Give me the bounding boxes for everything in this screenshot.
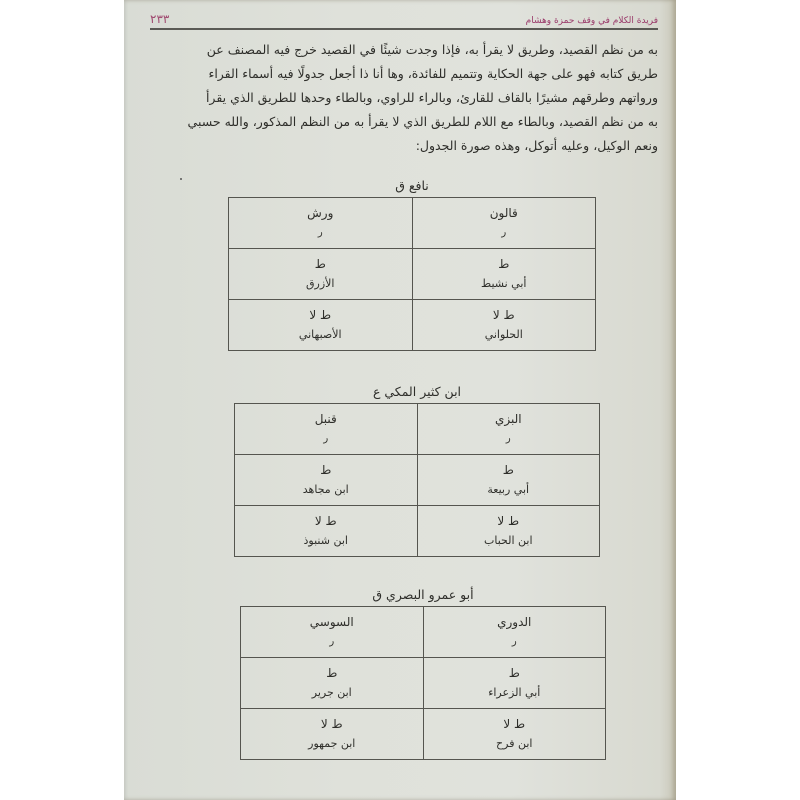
table-cell: [241, 607, 424, 658]
path-name: ابن جرير: [311, 686, 352, 699]
narrator-name: ورش: [307, 206, 334, 220]
path-name: ابن شنبوذ: [303, 534, 348, 547]
table-row: [235, 455, 600, 506]
symbol: ر: [329, 636, 335, 647]
symbol: ط لا: [314, 514, 337, 528]
path-name: الأصبهاني: [298, 328, 342, 341]
narrator-name: قالون: [489, 206, 518, 220]
body-line: ورواتهم وطرقهم مشيرًا بالقاف للقارئ، وبالراء للراوي، وبالطاء وحدها للطريق الذي يقرأ: [205, 90, 658, 105]
symbol: ر: [505, 433, 511, 444]
symbol: ر: [323, 433, 329, 444]
table-cell: [235, 404, 418, 455]
table-cell: [235, 506, 418, 557]
table-row: [229, 249, 596, 300]
table-caption: نافع ق: [395, 178, 429, 193]
path-name: أبي الزعراء: [488, 686, 541, 699]
path-name: أبي ربيعة: [487, 483, 530, 496]
symbol: ط: [508, 666, 520, 680]
path-name: الأزرق: [306, 277, 335, 290]
table-cell: [423, 709, 606, 760]
symbol: ط لا: [320, 717, 343, 731]
table-abu-amr: [240, 584, 606, 760]
symbol: ر: [501, 227, 507, 238]
body-line: ونعم الوكيل، وعليه أتوكل، وهذه صورة الجدول:: [415, 138, 658, 153]
table-cell: [417, 404, 600, 455]
table-row: [229, 300, 596, 351]
table-cell: [423, 607, 606, 658]
table-cell: [241, 709, 424, 760]
symbol: ط: [320, 463, 332, 477]
symbol: ط لا: [492, 308, 515, 322]
table-cell: [423, 658, 606, 709]
table-row: [241, 709, 606, 760]
table-cell: [229, 198, 413, 249]
symbol: ر: [317, 227, 323, 238]
table-cell: [412, 300, 596, 351]
symbol: ط لا: [497, 514, 520, 528]
symbol: ر: [511, 636, 517, 647]
symbol: ط: [502, 463, 514, 477]
readers-table: [240, 606, 606, 760]
path-name: ابن الحباب: [483, 534, 533, 547]
narrator-name: الدوري: [497, 615, 532, 629]
table-cell: [229, 249, 413, 300]
symbol: ط: [314, 257, 326, 271]
table-caption: ابن كثير المكي ع: [372, 384, 462, 399]
path-name: ابن مجاهد: [302, 483, 349, 496]
page-number: ٢٣٣: [150, 12, 170, 26]
table-cell: [412, 249, 596, 300]
path-name: أبي نشيط: [481, 277, 527, 290]
table-cell: [235, 455, 418, 506]
table-ibn-kathir: [234, 381, 600, 557]
chapter-title: فريدة الكلام في وقف حمزة وهشام: [525, 16, 658, 26]
path-name: الحلواني: [484, 328, 523, 341]
body-paragraph: [150, 38, 658, 158]
symbol: ط لا: [309, 308, 332, 322]
table-row: [241, 607, 606, 658]
narrator-name: البزي: [494, 412, 522, 426]
table-row: [235, 404, 600, 455]
ink-speck: [180, 178, 182, 180]
body-line: به من نظم القصيد، وبالطاء مع اللام للطريق الذي لا يقرأ به من النظم المذكور، والله حسبي: [187, 114, 658, 129]
path-name: ابن فرح: [496, 737, 533, 750]
table-cell: [417, 506, 600, 557]
table-row: [235, 506, 600, 557]
table-caption: أبو عمرو البصري ق: [372, 587, 474, 602]
symbol: ط لا: [503, 717, 526, 731]
path-name: ابن جمهور: [308, 737, 356, 750]
table-cell: [417, 455, 600, 506]
table-row: [241, 658, 606, 709]
readers-table: [228, 197, 596, 351]
table-nafi: [228, 175, 596, 351]
symbol: ط: [498, 257, 510, 271]
table-cell: [229, 300, 413, 351]
book-page: [124, 0, 676, 800]
table-cell: [412, 198, 596, 249]
body-line: به من نظم القصيد، وطريق لا يقرأ به، فإذا وجدت شيئًا في القصيد خرج فيه المصنف عن: [206, 42, 658, 57]
body-line: طريق كتابه فهو على جهة الحكاية وتتميم للفائدة، وها أنا ذا أجعل جدولًا فيه أسماء القراء: [208, 66, 658, 81]
table-row: [229, 198, 596, 249]
narrator-name: السوسي: [309, 615, 354, 629]
table-cell: [241, 658, 424, 709]
symbol: ط: [326, 666, 338, 680]
narrator-name: قنبل: [314, 412, 337, 426]
running-header: [150, 8, 658, 30]
readers-table: [234, 403, 600, 557]
